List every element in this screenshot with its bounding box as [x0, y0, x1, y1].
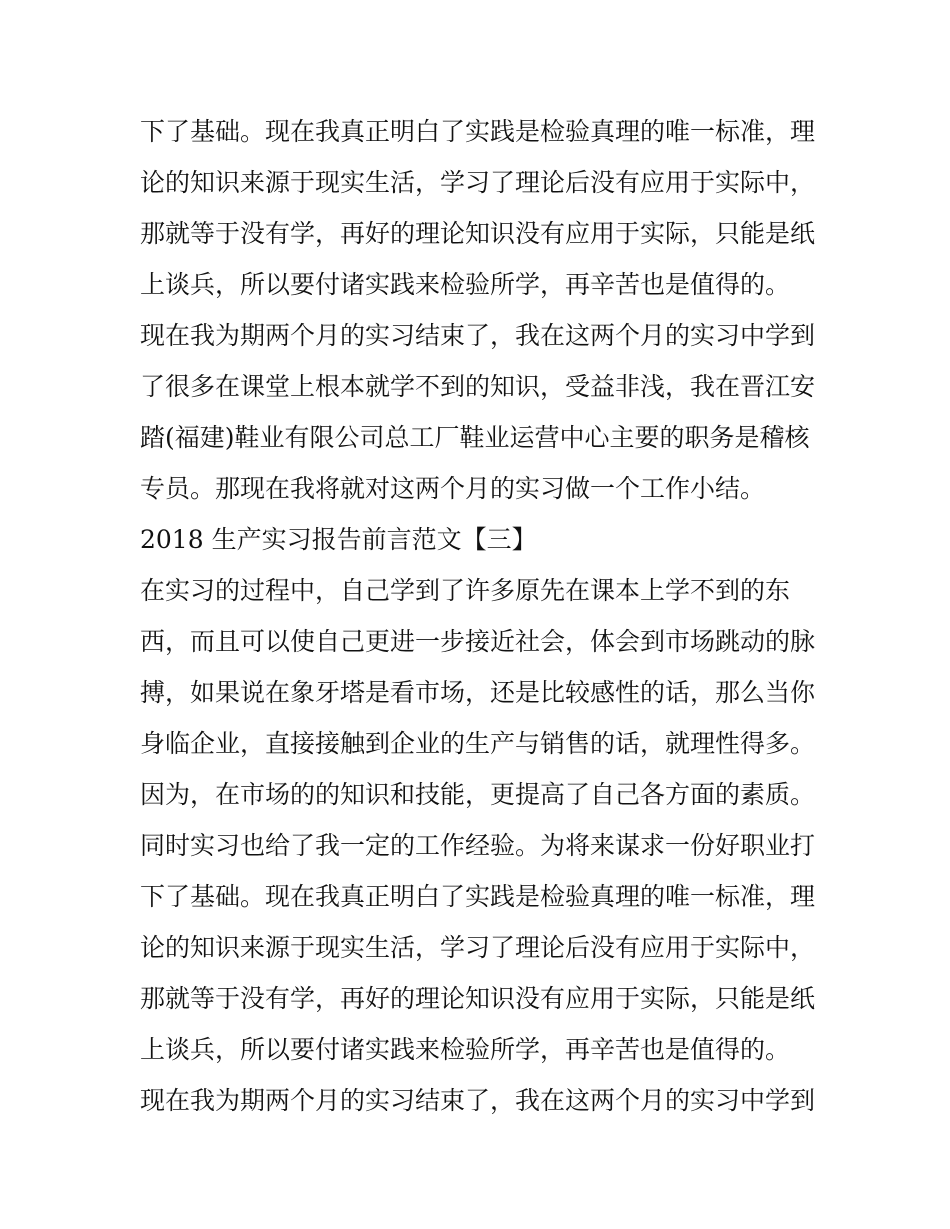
text-line: 下了基础。现在我真正明白了实践是检验真理的唯一标准，理 [140, 882, 816, 911]
text-line: 因为，在市场的的知识和技能，更提高了自己各方面的素质。 [140, 780, 816, 809]
text-line: 论的知识来源于现实生活，学习了理论后没有应用于实际中， [140, 933, 816, 962]
text-line: 下了基础。现在我真正明白了实践是检验真理的唯一标准，理 [140, 117, 816, 146]
text-line: 那就等于没有学，再好的理论知识没有应用于实际，只能是纸 [140, 219, 816, 248]
text-line: 西，而且可以使自己更进一步接近社会，体会到市场跳动的脉 [140, 627, 816, 656]
text-line: 那就等于没有学，再好的理论知识没有应用于实际，只能是纸 [140, 984, 816, 1013]
text-line: 同时实习也给了我一定的工作经验。为将来谋求一份好职业打 [140, 831, 816, 860]
text-line: 踏(福建)鞋业有限公司总工厂鞋业运营中心主要的职务是稽核 [140, 423, 810, 452]
text-line: 搏，如果说在象牙塔是看市场，还是比较感性的话，那么当你 [140, 678, 816, 707]
text-line: 身临企业，直接接触到企业的生产与销售的话，就理性得多。 [140, 729, 816, 758]
text-line: 现在我为期两个月的实习结束了，我在这两个月的实习中学到 [140, 1086, 816, 1115]
text-line: 现在我为期两个月的实习结束了，我在这两个月的实习中学到 [140, 321, 816, 350]
text-line: 专员。那现在我将就对这两个月的实习做一个工作小结。 [140, 474, 766, 503]
text-line: 在实习的过程中，自己学到了许多原先在课本上学不到的东 [140, 576, 791, 605]
section-heading: 2018 生产实习报告前言范文【三】 [140, 525, 537, 554]
document-body [140, 106, 820, 1126]
text-line: 上谈兵，所以要付诸实践来检验所学，再辛苦也是值得的。 [140, 270, 791, 299]
text-line: 上谈兵，所以要付诸实践来检验所学，再辛苦也是值得的。 [140, 1035, 791, 1064]
text-line: 论的知识来源于现实生活，学习了理论后没有应用于实际中， [140, 168, 816, 197]
text-line: 了很多在课堂上根本就学不到的知识，受益非浅，我在晋江安 [140, 372, 816, 401]
